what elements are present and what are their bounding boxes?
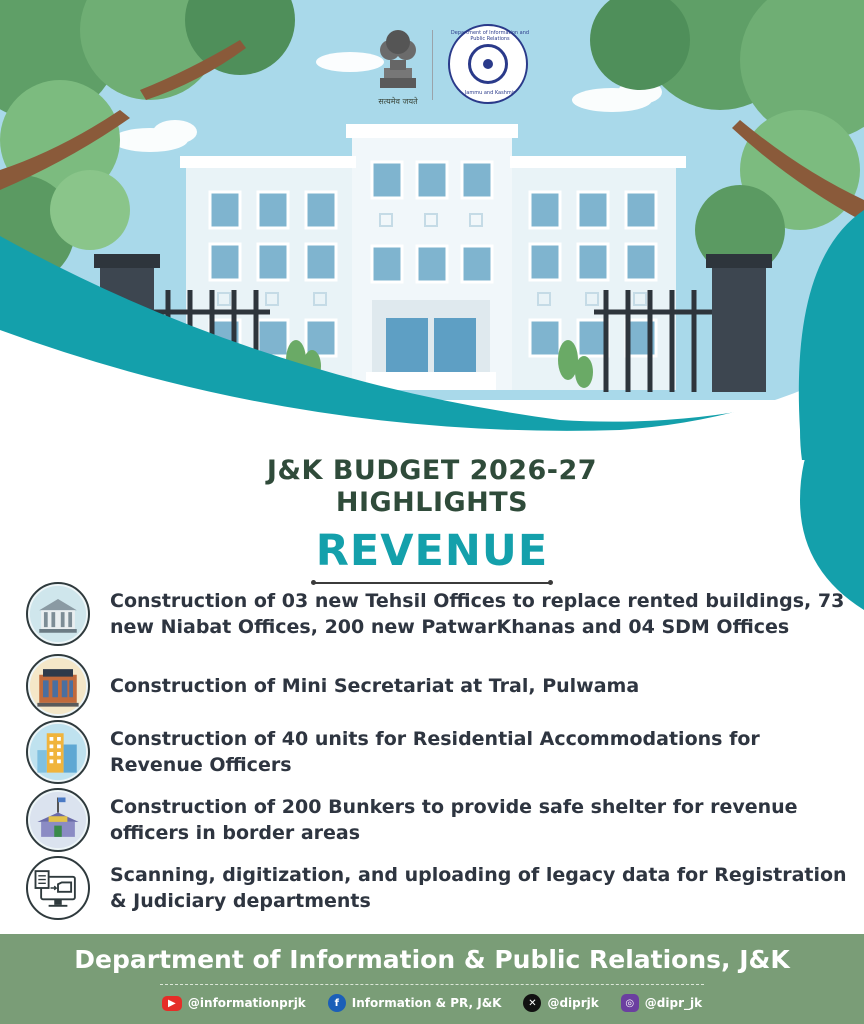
list-item: [26, 720, 856, 784]
digitization-computer-icon: [26, 856, 90, 920]
social-facebook[interactable]: [328, 994, 502, 1012]
residential-tower-icon: [26, 720, 90, 784]
instagram-icon: ◎: [621, 994, 639, 1012]
social-youtube[interactable]: [162, 994, 306, 1012]
list-item: [26, 582, 856, 646]
highlight-text: Construction of 200 Bunkers to provide safe shelter for revenue officers in border areas: [110, 796, 798, 844]
highlight-text: Construction of 03 new Tehsil Offices to replace rented buildings, 73 new Niabat Offices, 200 new PatwarKhanas and 04 SDM Offices: [110, 590, 845, 638]
seal-bottom-text: Jammu and Kashmir: [464, 90, 516, 96]
secretariat-building-icon: [26, 654, 90, 718]
social-handle: Information & PR, J&K: [351, 996, 502, 1010]
seal-top-text: Department of Information and Public Relations: [450, 30, 530, 42]
social-handle: @dipr_jk: [644, 996, 703, 1010]
government-building-icon: [26, 582, 90, 646]
bunker-icon: [26, 788, 90, 852]
header-emblems: [364, 22, 544, 112]
title-block: [0, 455, 864, 584]
highlight-text: Construction of 40 units for Residential Accommodations for Revenue Officers: [110, 728, 760, 776]
emblem-divider: [432, 30, 433, 100]
x-icon: ✕: [523, 994, 541, 1012]
social-instagram[interactable]: [621, 994, 702, 1012]
emblem-caption: सत्यमेव जयते: [378, 97, 418, 106]
social-handle: @informationprjk: [187, 996, 306, 1010]
youtube-icon: ▶: [162, 996, 182, 1011]
footer-title: Department of Information & Public Relations, J&K: [74, 945, 790, 974]
highlight-text: Construction of Mini Secretariat at Tral, Pulwama: [110, 675, 640, 697]
list-item: [26, 856, 856, 920]
facebook-icon: f: [328, 994, 346, 1012]
social-handle: @diprjk: [547, 996, 599, 1010]
dipr-seal-icon: [448, 24, 528, 104]
list-item: [26, 654, 856, 718]
footer-divider: [160, 984, 704, 985]
seal-inner-circle: [468, 44, 508, 84]
footer: [0, 934, 864, 1024]
chakra-icon: [483, 59, 493, 69]
list-item: [26, 788, 856, 852]
highlight-text: Scanning, digitization, and uploading of legacy data for Registration & Judiciary departments: [110, 864, 847, 912]
budget-title: J&K BUDGET 2026-27: [266, 455, 598, 486]
social-x[interactable]: [523, 994, 598, 1012]
section-title: REVENUE: [315, 526, 549, 576]
highlights-title: HIGHLIGHTS: [335, 487, 529, 518]
social-links: [0, 994, 864, 1012]
